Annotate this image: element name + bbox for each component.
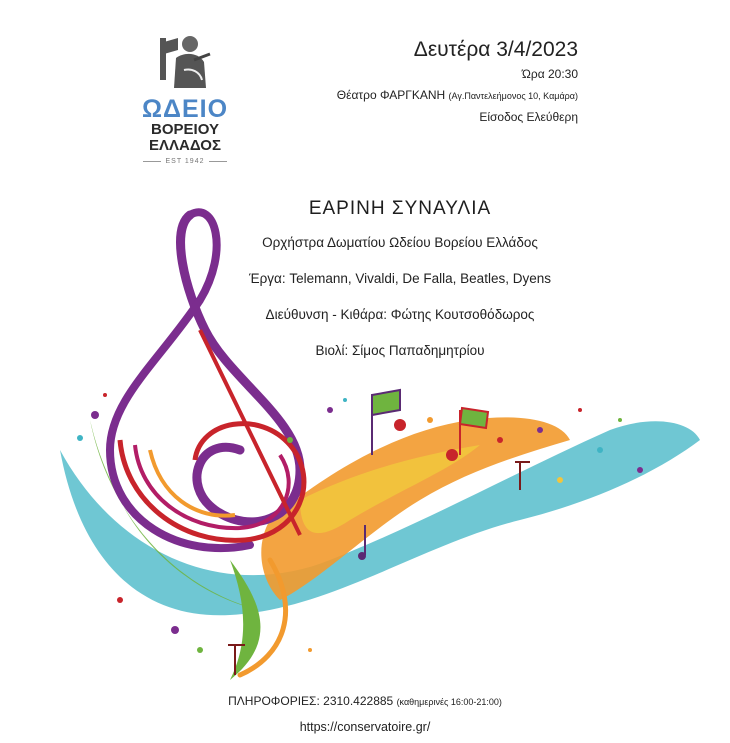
- event-venue: Θέατρο ΦΑΡΓΚΑΝΗ (Αγ.Παντελεήμονος 10, Καμάρα): [336, 88, 578, 102]
- footer-info: [0, 694, 730, 708]
- concert-details: [230, 198, 570, 378]
- composer-figure-icon: [154, 30, 216, 92]
- concert-violin: Βιολί: Σίμος Παπαδημητρίου: [315, 343, 485, 358]
- logo-title: ΩΔΕΙΟ: [141, 95, 229, 123]
- event-time: Ώρα 20:30: [521, 67, 578, 81]
- logo-established: EST 1942: [140, 158, 230, 165]
- info-hours: (καθημερινές 16:00-21:00): [396, 697, 502, 707]
- concert-works: Έργα: Telemann, Vivaldi, De Falla, Beatles, Dyens: [249, 271, 551, 286]
- info-phone: ΠΛΗΡΟΦΟΡΙΕΣ: 2310.422885: [228, 694, 394, 708]
- event-venue-address: (Αγ.Παντελεήμονος 10, Καμάρα): [448, 91, 578, 101]
- concert-orchestra: Ορχήστρα Δωματίου Ωδείου Βορείου Ελλάδος: [262, 235, 538, 250]
- event-date: Δευτέρα 3/4/2023: [413, 38, 578, 61]
- logo-subtitle-1: ΒΟΡΕΙΟΥ: [151, 121, 219, 138]
- concert-conductor: Διεύθυνση - Κιθάρα: Φώτης Κουτσοθόδωρος: [265, 307, 535, 322]
- logo-subtitle-2: ΕΛΛΑΔΟΣ: [149, 137, 221, 154]
- event-info: [337, 36, 578, 128]
- event-entry: Είσοδος Ελεύθερη: [479, 110, 578, 124]
- concert-title: ΕΑΡΙΝΗ ΣΥΝΑΥΛΙΑ: [308, 198, 492, 219]
- website-link[interactable]: https://conservatoire.gr/: [299, 720, 431, 734]
- conservatoire-logo: [140, 30, 230, 165]
